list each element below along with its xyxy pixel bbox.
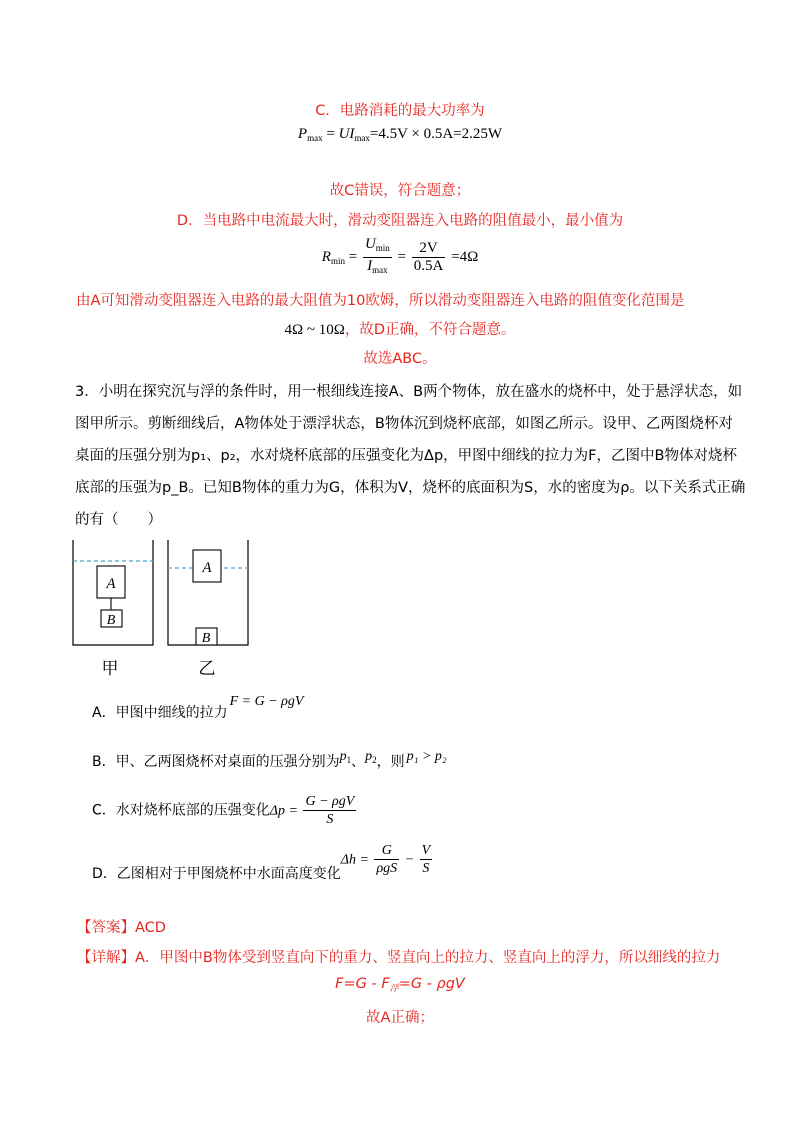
question3-line4: 底部的压强为p_B。已知B物体的重力为G，体积为V，烧杯的底面积为S，水的密度为ρ。以下关系式正确	[75, 480, 746, 496]
caption-jia: 甲	[101, 659, 119, 679]
explanation-conclusion: 故A正确；	[366, 1010, 434, 1026]
c-option-formula: $P_{max} = UI_{max}=4.5V \times 0.5A=2.25W$	[297, 126, 503, 143]
d-option-heading: D．当电路中电流最大时，滑动变阻器连入电路的阻值最小，最小值为	[176, 213, 624, 229]
d-option-range-value-line: 4Ω ~ 10Ω，故D正确，不符合题意。	[284, 322, 516, 338]
label-a-right: A	[202, 560, 212, 576]
question3-line3: 桌面的压强分别为p₁、p₂，水对烧杯底部的压强变化为Δp，甲图中细线的拉力为F，乙图中B物体对烧杯	[75, 448, 737, 464]
answer-value: ACD	[135, 920, 166, 936]
label-b-right: B	[201, 631, 211, 646]
question3-line1: 3．小明在探究沉与浮的条件时，用一根细线连接A、B两个物体，放在盛水的烧杯中，处于悬浮状态，如	[75, 384, 743, 400]
answer-tag: 【答案】	[77, 920, 135, 936]
d-option-range-line: 由A可知滑动变阻器连入电路的最大阻值为10欧姆，所以滑动变阻器连入电路的阻值变化范围是	[76, 293, 685, 309]
label-a-left: A	[106, 576, 116, 592]
explanation-line: 【详解】A．甲图中B物体受到竖直向下的重力、竖直向上的拉力、竖直向上的浮力，所以细线的拉力	[77, 950, 721, 966]
option-b: B．甲、乙两图烧杯对桌面的压强分别为$p_1$、$p_2$，则 p₁ > p₂	[92, 749, 447, 770]
beaker-figure	[60, 530, 260, 680]
answer-line	[77, 916, 166, 937]
caption-yi: 乙	[198, 659, 216, 679]
question3-line2: 图甲所示。剪断细线后，A物体处于漂浮状态，B物体沉到烧杯底部，如图乙所示。设甲、乙两图烧杯对	[75, 416, 733, 432]
c-option-heading: C．电路消耗的最大功率为	[315, 103, 485, 119]
explanation-tag: 【详解】	[77, 950, 135, 966]
final-choice: 故选ABC。	[363, 351, 437, 367]
c-option-conclusion: 故C错误，符合题意；	[329, 183, 471, 199]
option-c: C．水对烧杯底部的压强变化Δp = $\frac{\text{G − ρgV}}{S}$	[92, 794, 355, 827]
label-b-left: B	[106, 613, 116, 628]
option-d: D．乙图相对于甲图烧杯中水面高度变化Δh = $\frac{G}{\text{ρgS}}$ − $\frac{V}{S}$	[92, 843, 431, 882]
option-a: A．甲图中细线的拉力F = G − ρgV	[92, 694, 304, 721]
question3-line5: 的有（ ）	[75, 512, 162, 528]
explanation-formula: $F=G - F_浮=G - \rho gV$	[335, 976, 465, 994]
d-option-formula: $R_{min}$ = $\frac{U_{min}}{I_{max}}$ = $\frac{2V}{0.5A}$ =4Ω	[321, 236, 479, 275]
